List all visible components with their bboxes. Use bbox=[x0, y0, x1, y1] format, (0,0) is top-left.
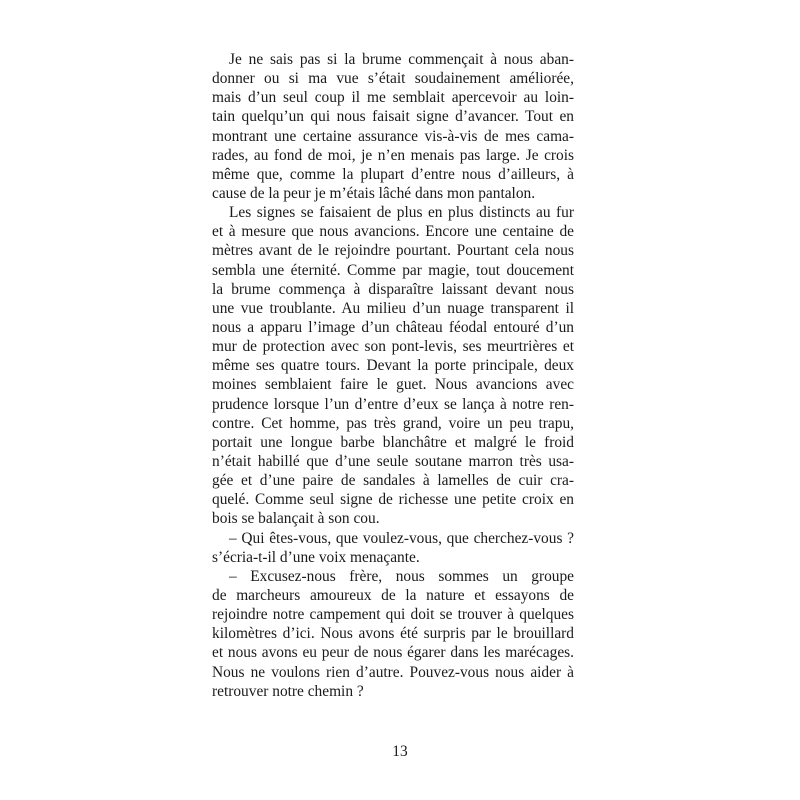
text-line: Nous ne voulons rien d’autre. Pouvez-vous nous aider à bbox=[212, 663, 574, 681]
text-line: – Qui êtes-vous, que voulez-vous, que cherchez-vous ? bbox=[229, 529, 574, 547]
text-line: moines semblaient faire le guet. Nous avancions avec bbox=[212, 376, 574, 394]
text-line: rejoindre notre campement qui doit se trouver à quelques bbox=[212, 606, 574, 624]
text-line: contre. Cet homme, pas très grand, voire un peu trapu, bbox=[212, 414, 574, 432]
text-line: mais d’un seul coup il me semblait apercevoir au loin- bbox=[212, 89, 574, 107]
text-line: Je ne sais pas si la brume commençait à nous aban- bbox=[229, 51, 574, 68]
text-line: nous a apparu l’image d’un château féodal entouré d’un bbox=[212, 318, 574, 336]
text-line: s’écria-t-il d’une voix menaçante. bbox=[212, 548, 420, 566]
text-line: mètres avant de le rejoindre pourtant. Pourtant cela nous bbox=[212, 242, 574, 260]
text-line: prudence lorsque l’un d’entre d’eux se lança à notre ren- bbox=[212, 395, 574, 413]
text-line: mur de protection avec son pont-levis, ses meurtrières et bbox=[212, 338, 574, 356]
text-line: cause de la peur je m’étais lâché dans mon pantalon. bbox=[212, 184, 536, 202]
text-line: sembla une éternité. Comme par magie, tout doucement bbox=[212, 261, 574, 279]
text-line: n’était habillé que d’une seule soutane marron très usa- bbox=[212, 452, 574, 470]
text-line: bois se balançait à son cou. bbox=[212, 510, 380, 528]
text-line: de marcheurs amoureux de la nature et essayons de bbox=[212, 586, 574, 604]
page-number: 13 bbox=[392, 743, 408, 760]
text-line: montrant une certaine assurance vis-à-vis de mes cama- bbox=[212, 127, 574, 145]
text-line: kilomètres d’ici. Nous avons été surpris par le brouillard bbox=[212, 625, 574, 643]
text-line: donner ou si ma vue s’était soudainement améliorée, bbox=[212, 70, 574, 88]
text-line: portait une longue barbe blanchâtre et malgré le froid bbox=[212, 433, 574, 451]
text-line: et à mesure que nous avancions. Encore une centaine de bbox=[212, 223, 574, 241]
text-line: gée et d’une paire de sandales à lamelles de cuir cra- bbox=[212, 472, 574, 490]
text-line: quelé. Comme seul signe de richesse une petite croix en bbox=[212, 491, 574, 509]
text-line: la brume commença à disparaître laissant devant nous bbox=[212, 280, 574, 298]
text-line: tain quelqu’un qui nous faisait signe d’avancer. Tout en bbox=[212, 108, 574, 126]
text-line: Les signes se faisaient de plus en plus distincts au fur bbox=[229, 204, 574, 222]
text-line: et nous avons eu peur de nous égarer dans les marécages. bbox=[212, 644, 574, 662]
text-line: retrouver notre chemin ? bbox=[212, 682, 364, 700]
text-line: même que, comme la plupart d’entre nous d’ailleurs, à bbox=[212, 165, 574, 183]
text-line: même ses quatre tours. Devant la porte principale, deux bbox=[212, 357, 574, 375]
text-line: une vue troublante. Au milieu d’un nuage transparent il bbox=[212, 299, 574, 317]
text-line: – Excusez-nous frère, nous sommes un groupe bbox=[229, 567, 574, 585]
text-line: rades, au fond de moi, je n’en menais pas large. Je crois bbox=[212, 146, 574, 164]
body-text bbox=[212, 50, 574, 701]
